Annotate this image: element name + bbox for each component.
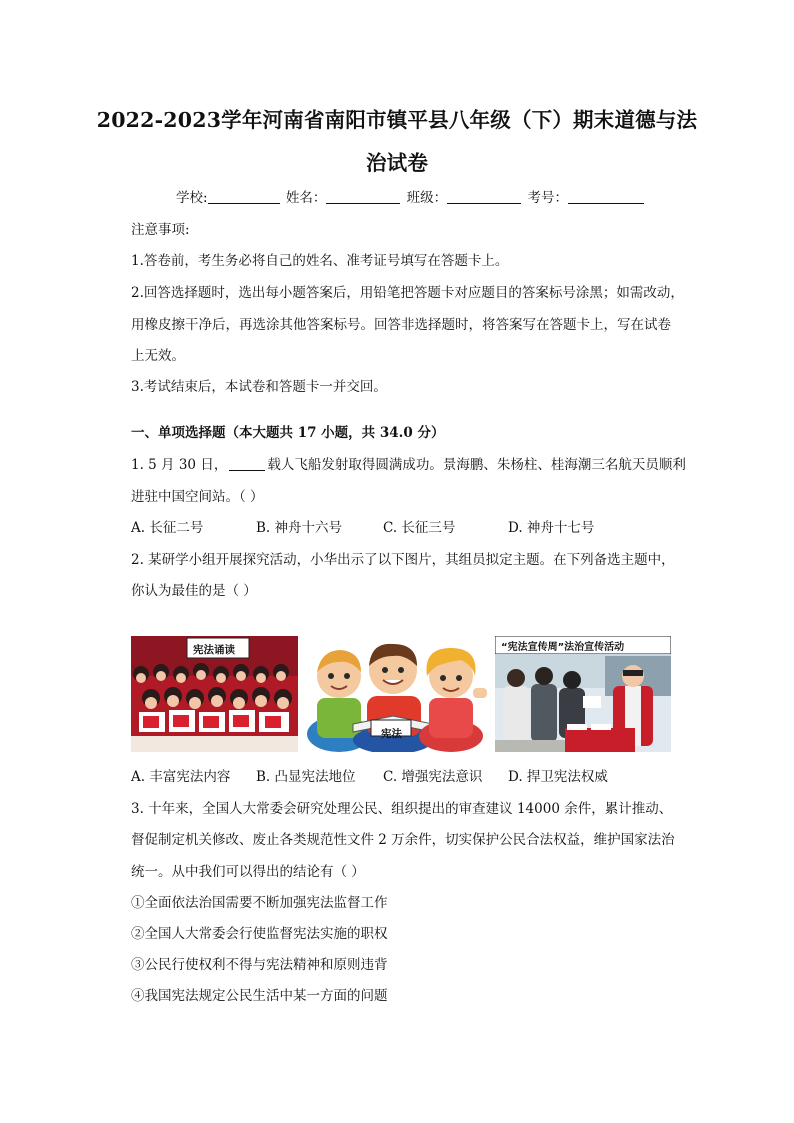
class-blank[interactable] — [447, 189, 521, 204]
page-title-line1: 2022-2023学年河南省南阳市镇平县八年级（下）期末道德与法 — [96, 108, 698, 132]
page-title-line2: 治试卷 — [365, 151, 429, 175]
section-heading: 一、单项选择题（本大题共 17 小题，共 34.0 分） — [131, 425, 445, 441]
note-item-2-line2: 用橡皮擦干净后，再选涂其他答案标号。回答非选择题时，将答案写在答题卡上，写在试卷 — [131, 317, 671, 333]
question-2-option-c[interactable]: C. 增强宪法意识 — [383, 769, 483, 785]
question-2-line1: 2. 某研学小组开展探究活动，小华出示了以下图片，其组员拟定主题。在下列备选主题中， — [131, 552, 675, 568]
photo-students-reading — [131, 636, 298, 752]
question-3-item-1: ①全面依法治国需要不断加强宪法监督工作 — [131, 895, 388, 911]
question-3-item-3: ③公民行使权利不得与宪法精神和原则违背 — [131, 957, 388, 973]
question-1-suffix: 载人飞船发射取得圆满成功。景海鹏、朱杨柱、桂海潮三名航天员顺利 — [267, 457, 686, 473]
note-item-2-line3: 上无效。 — [131, 348, 185, 364]
question-3-line2: 督促制定机关修改、废止各类规范性文件 2 万余件，切实保护公民合法权益，维护国家法治 — [131, 832, 675, 848]
question-2-option-d[interactable]: D. 捍卫宪法权威 — [508, 769, 608, 785]
notes-heading: 注意事项: — [131, 222, 190, 238]
note-item-1: 1.答卷前，考生务必将自己的姓名、准考证号填写在答题卡上。 — [131, 253, 509, 269]
question-1-blank — [229, 457, 265, 471]
question-1-prefix: 1. 5 月 30 日， — [131, 457, 228, 473]
question-2-line2: 你认为最佳的是（ ） — [131, 583, 257, 599]
cartoon-kids-reading — [301, 636, 489, 752]
name-label: 姓名： — [285, 190, 327, 206]
question-1-option-d[interactable]: D. 神舟十七号 — [508, 520, 595, 536]
name-blank[interactable] — [326, 189, 400, 204]
note-item-2-line1: 2.回答选择题时，选出每小题答案后，用铅笔把答题卡对应题目的答案标号涂黑；如需改动， — [131, 285, 684, 301]
question-1-line2: 进驻中国空间站。（ ） — [131, 489, 264, 505]
question-3-item-4: ④我国宪法规定公民生活中某一方面的问题 — [131, 988, 388, 1004]
law-promotion-illustration — [495, 636, 671, 752]
question-2-option-b[interactable]: B. 凸显宪法地位 — [256, 769, 356, 785]
question-1-option-c[interactable]: C. 长征三号 — [383, 520, 456, 536]
question-1-line1 — [131, 453, 686, 473]
question-3-line1: 3. 十年来，全国人大常委会研究处理公民、组织提出的审查建议 14000 余件，累计推动、 — [131, 801, 673, 817]
image-label-book: 宪法 — [381, 728, 402, 740]
image-label-reading: 宪法诵读 — [193, 644, 235, 656]
class-label: 班级： — [406, 190, 448, 206]
note-item-3: 3.考试结束后，本试卷和答题卡一并交回。 — [131, 379, 387, 395]
question-3-item-2: ②全国人大常委会行使监督宪法实施的职权 — [131, 926, 388, 942]
photo-law-promotion-event — [495, 636, 671, 752]
image-label-event: “宪法宣传周”法治宣传活动 — [501, 642, 625, 653]
exam-number-label: 考号： — [527, 190, 568, 206]
question-1-option-a[interactable]: A. 长征二号 — [131, 520, 204, 536]
school-blank[interactable] — [208, 189, 280, 204]
exam-number-blank[interactable] — [568, 189, 644, 204]
student-info-row — [176, 186, 646, 206]
question-3-line3: 统一。从中我们可以得出的结论有（ ） — [131, 864, 365, 880]
question-2-option-a[interactable]: A. 丰富宪法内容 — [131, 769, 231, 785]
question-1-option-b[interactable]: B. 神舟十六号 — [256, 520, 343, 536]
school-label: 学校: — [176, 190, 208, 206]
